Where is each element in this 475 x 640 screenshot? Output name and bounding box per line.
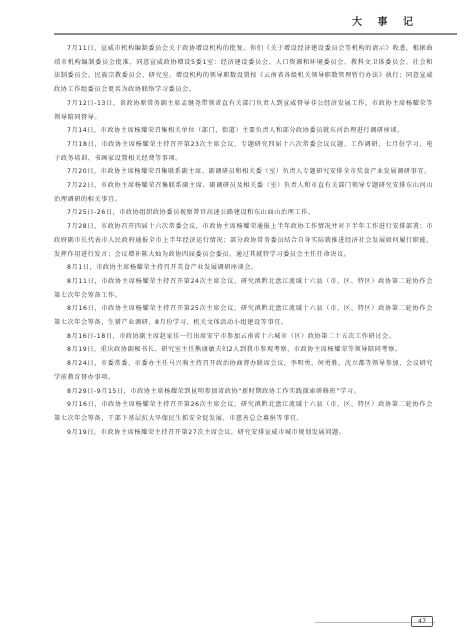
paragraph: 7月20日，市政协主席杨耀荣召集联系副主席、副调研员和相关委（室）负责人专题研究安排全市奖食产业发展调研事宜。 bbox=[67, 168, 431, 176]
paragraph: 7月22日，市政协主席杨耀荣召集联系副主席、副调研员及相关委（室）负责人和市直有关部门领导专题研究安排东山河山治理调研的相关事宜。 bbox=[54, 182, 433, 203]
paragraph: 9月16日，市政协主席杨耀荣主持召开第26次主席会议，研究滇黔北盘江流域十六县（市、区、特区）政协第二轮协作会第七次年会筹备、干部下基层抗大旱保民生抓安全促发展、市慈善总会募捐等事宜。 bbox=[54, 401, 433, 422]
paragraph: 7月28日，市政协召开四届十六次常委会议，市政协主席杨耀荣通报上半年政协工作情况并对下半年工作进行安排部署；市政府副市长代表市人民政府通报全市上半年经济运行情况；部分政协常务委员结合自身实际就推进经济社会发展如何履行职能、发挥作用进行发言；会议增补陈大灿为政协四届委员会委员，通过其就特学习委员会主任任命决议。 bbox=[54, 223, 433, 258]
page-header-title: 大 事 记 bbox=[352, 17, 419, 28]
paragraph: 8月29日-9月15日，市政协主席杨耀荣到昆明参加省政协“新时期政协工作实践探索研修班”学习。 bbox=[67, 387, 361, 395]
paragraph: 7月11日，宣威市机构编制委员会关于政协增设机构的批复。你们《关于增设经济建设委员会等机构的请示》收悉，根据曲靖市机构编制委员会批准，同意宣威政协增设5委1室：经济建设委员会、人口资源和环境委员会、教科文卫体委员会、社会和法制委员会、民族宗教委员会、研究室。增设机构的领导职数设置按《云南省各级机关领导职数管理暂行办法》执行；同意宣威政协工作组委员会更名为政协联络学习委员会。 bbox=[54, 45, 433, 94]
document-body bbox=[54, 42, 433, 439]
page-number: 47 bbox=[411, 616, 433, 627]
paragraph: 8月11日，市政协主席杨耀荣主持召开第24次主席会议，研究滇黔北盘江流域十六县（市、区、特区）政协第二轮协作会第七次年会筹备工作。 bbox=[54, 277, 433, 299]
paragraph: 7月14日，市政协主席杨耀荣召集相关单位（部门、街道）主要负责人和部分政协委员就东河治理进行调研座谈。 bbox=[67, 127, 404, 135]
paragraph: 8月16日-18日，市政协副主席赵家佳一行出席安宁市参加云南省十六城市（区）政协第二十五次工作研讨会。 bbox=[67, 332, 396, 340]
paragraph: 7月25日-26日，市政协组织政协委员视察普官高速公路建设和东山面山治理工作。 bbox=[67, 209, 315, 217]
paragraph: 8月1日，市政协主席杨耀荣主持召开美食产业发展调研座谈会。 bbox=[67, 264, 258, 272]
paragraph: 9月19日，市政协主席杨耀荣主持召开第27次主席会议，研究安排宣威市城市规划发展问题。 bbox=[67, 428, 346, 436]
header-rule bbox=[54, 33, 457, 35]
paragraph: 8月16日，市政协主席杨耀荣主持召开第25次主席会议，研究滇黔北盘江流域十六县（市、区、特区）政协第二轮协作会第七次年会筹备、生猪产业调研、8月份学习、机关文体活动小组建设等事宜。 bbox=[54, 305, 433, 327]
paragraph: 7月12日-13日，省政协原常务副主席孟继尧带领省直有关部门负责人到宣威督导非公经济发展工作，市政协主席杨耀荣等领导陪同督导。 bbox=[54, 99, 433, 121]
paragraph: 7月18日，市政协主席杨耀荣主持召开第23次主席会议，专题研究四届十六次常委会议议题、工作调研、七月份学习、电子政务培训、书画家设置相关经费等事项。 bbox=[54, 140, 433, 162]
paragraph: 8月19日，重庆政协副秘书长、研究室主任熊康敏夫妇2人到我市参观考察，市政协主席杨耀荣等领导陪同考察。 bbox=[67, 346, 402, 354]
paragraph: 8月24日，市委常委、市委办主任马兴驹主持召开政治协商督办联席会议，李明勇、何勇胜、沈立都等领导参加，会议研究学前教育督办事项。 bbox=[54, 360, 433, 381]
